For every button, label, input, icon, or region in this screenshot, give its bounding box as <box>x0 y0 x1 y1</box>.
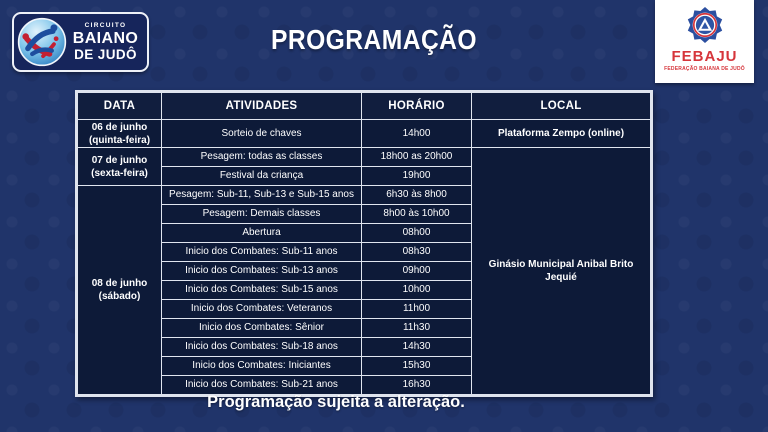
activity-cell: Pesagem: Demais classes <box>162 205 362 224</box>
activity-cell: Festival da criança <box>162 167 362 186</box>
activity-cell: Inicio dos Combates: Sênior <box>162 319 362 338</box>
activity-cell: Inicio dos Combates: Sub-11 anos <box>162 243 362 262</box>
footer-note: Programação sujeita a alteração. <box>207 393 465 411</box>
time-cell: 16h30 <box>362 376 472 396</box>
activity-cell: Inicio dos Combates: Sub-18 anos <box>162 338 362 357</box>
circuito-baiano-logo <box>12 12 149 72</box>
activity-cell: Inicio dos Combates: Sub-21 anos <box>162 376 362 396</box>
column-header-atividades: ATIVIDADES <box>162 92 362 120</box>
activity-cell: Inicio dos Combates: Sub-15 anos <box>162 281 362 300</box>
date-text: 06 de junho <box>91 121 148 133</box>
activity-cell: Pesagem: todas as classes <box>162 148 362 167</box>
date-cell <box>77 186 162 396</box>
time-cell: 11h00 <box>362 300 472 319</box>
date-text: 08 de junho <box>91 278 148 289</box>
activity-cell: Sorteio de chaves <box>162 120 362 148</box>
time-cell: 18h00 as 20h00 <box>362 148 472 167</box>
logo-line-baiano: BAIANO <box>72 30 139 47</box>
schedule-table <box>75 90 653 397</box>
judo-figures-icon <box>17 17 67 67</box>
table-header-row <box>77 92 652 120</box>
time-cell: 14h00 <box>362 120 472 148</box>
activity-cell: Abertura <box>162 224 362 243</box>
febaju-subtitle: FEDERAÇÃO BAIANA DE JUDÔ <box>664 66 745 72</box>
weekday-text: (quinta-feira) <box>88 134 151 146</box>
column-header-local: LOCAL <box>472 92 652 120</box>
local-cell: Plataforma Zempo (online) <box>472 120 652 148</box>
table-row <box>77 120 652 148</box>
activity-cell: Inicio dos Combates: Veteranos <box>162 300 362 319</box>
page-title: PROGRAMAÇÃO <box>270 24 478 55</box>
febaju-wordmark: FEBAJU <box>671 48 738 65</box>
activity-cell: Inicio dos Combates: Iniciantes <box>162 357 362 376</box>
logo-line-de-judo: DE JUDÔ <box>74 47 137 62</box>
time-cell: 19h00 <box>362 167 472 186</box>
time-cell: 8h00 às 10h00 <box>362 205 472 224</box>
activity-cell: Inicio dos Combates: Sub-13 anos <box>162 262 362 281</box>
weekday-text: (sábado) <box>98 291 141 302</box>
time-cell: 14h30 <box>362 338 472 357</box>
local-text-line2: Jequié <box>545 272 577 283</box>
table-row <box>77 148 652 167</box>
local-text-line1: Ginásio Municipal Anibal Brito <box>488 258 634 270</box>
date-cell <box>77 120 162 148</box>
date-cell <box>77 148 162 186</box>
circuito-logo-text <box>67 23 147 62</box>
column-header-data: DATA <box>77 92 162 120</box>
date-text: 07 de junho <box>91 154 148 166</box>
febaju-badge-icon <box>686 6 724 44</box>
column-header-horario: HORÁRIO <box>362 92 472 120</box>
time-cell: 08h00 <box>362 224 472 243</box>
local-cell <box>472 148 652 396</box>
time-cell: 08h30 <box>362 243 472 262</box>
weekday-text: (sexta-feira) <box>91 167 148 179</box>
time-cell: 10h00 <box>362 281 472 300</box>
time-cell: 11h30 <box>362 319 472 338</box>
activity-cell: Pesagem: Sub-11, Sub-13 e Sub-15 anos <box>162 186 362 205</box>
time-cell: 09h00 <box>362 262 472 281</box>
logo-line-circuito: CIRCUITO <box>84 21 127 29</box>
time-cell: 15h30 <box>362 357 472 376</box>
time-cell: 6h30 às 8h00 <box>362 186 472 205</box>
febaju-logo-card <box>655 0 754 83</box>
